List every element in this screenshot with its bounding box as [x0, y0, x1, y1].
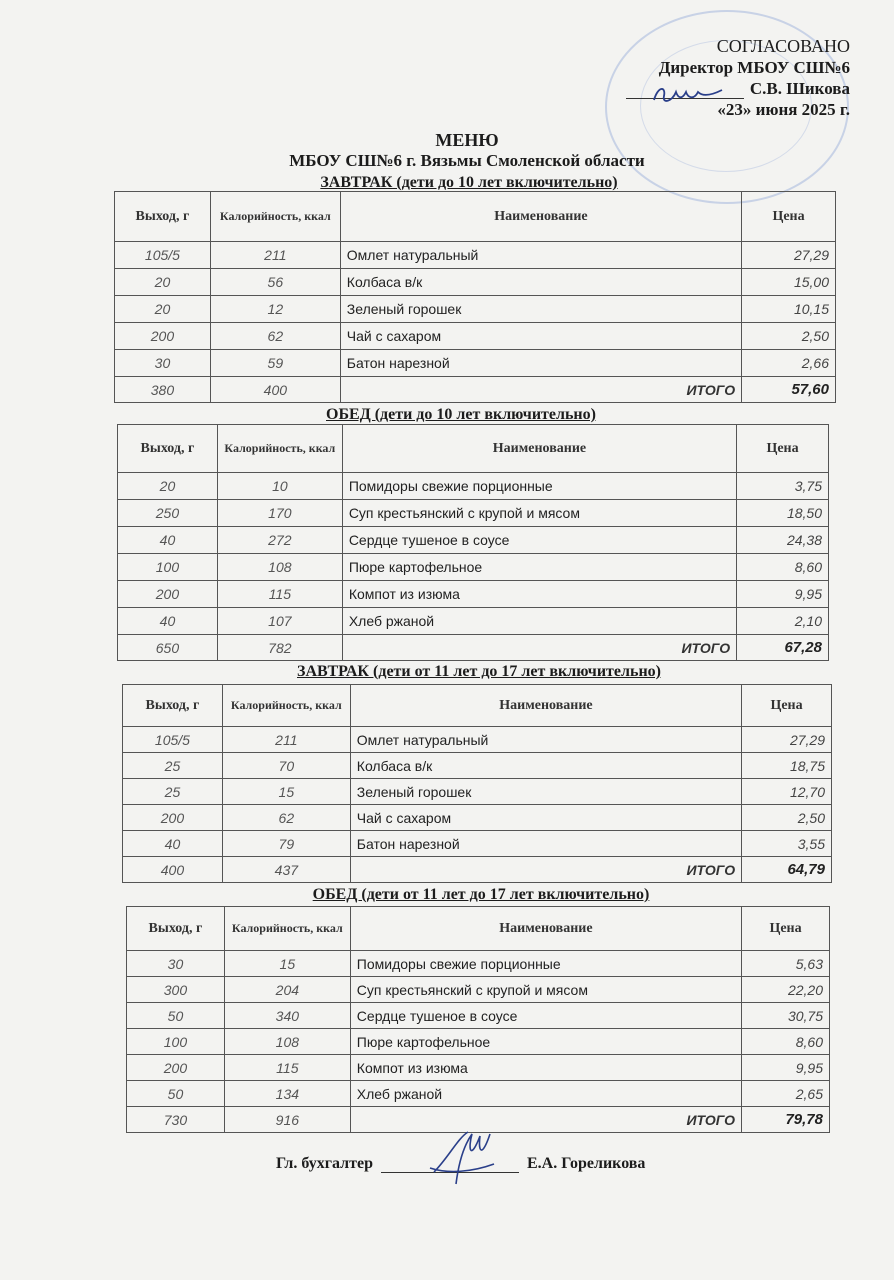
approval-position: Директор МБОУ СШ№6	[658, 58, 850, 77]
col-kcal-header: Калорийность, ккал	[217, 425, 342, 473]
cell-yield: 200	[115, 323, 211, 350]
cell-price: 22,20	[742, 977, 830, 1003]
cell-price: 3,75	[737, 473, 829, 500]
table-row	[123, 805, 832, 831]
table-row	[118, 527, 829, 554]
table-row	[123, 779, 832, 805]
approval-date: «23» июня 2025 г.	[717, 100, 850, 119]
cell-kcal: 107	[217, 608, 342, 635]
col-price-header: Цена	[742, 192, 836, 242]
col-yield-header: Выход, г	[118, 425, 218, 473]
total-kcal: 916	[224, 1107, 350, 1133]
total-yield: 380	[115, 377, 211, 403]
cell-name: Сердце тушеное в соусе	[342, 527, 736, 554]
table-row	[118, 554, 829, 581]
page-title: МЕНЮ	[435, 130, 499, 150]
cell-yield: 200	[118, 581, 218, 608]
table-row	[123, 727, 832, 753]
section-title-breakfast-under-10: ЗАВТРАК (дети до 10 лет включительно)	[320, 174, 618, 191]
cell-name: Батон нарезной	[350, 831, 741, 857]
cell-price: 27,29	[742, 727, 832, 753]
col-price-header: Цена	[742, 907, 830, 951]
total-label: ИТОГО	[342, 635, 736, 661]
cell-kcal: 59	[210, 350, 340, 377]
total-row	[115, 377, 836, 403]
menu-table-breakfast-under-10	[114, 191, 836, 403]
col-yield-header: Выход, г	[127, 907, 225, 951]
table-header-row	[118, 425, 829, 473]
cell-price: 8,60	[737, 554, 829, 581]
cell-price: 27,29	[742, 242, 836, 269]
cell-price: 9,95	[737, 581, 829, 608]
table-row	[123, 831, 832, 857]
table-row	[127, 1055, 830, 1081]
col-name-header: Наименование	[340, 192, 741, 242]
table-header-row	[127, 907, 830, 951]
cell-yield: 25	[123, 779, 223, 805]
cell-yield: 105/5	[123, 727, 223, 753]
director-signature-icon	[650, 82, 725, 108]
cell-name: Зеленый горошек	[350, 779, 741, 805]
total-yield: 730	[127, 1107, 225, 1133]
cell-kcal: 70	[222, 753, 350, 779]
cell-kcal: 10	[217, 473, 342, 500]
total-price: 57,60	[742, 377, 836, 403]
table-header-row	[115, 192, 836, 242]
table-row	[127, 1081, 830, 1107]
cell-kcal: 79	[222, 831, 350, 857]
col-kcal-header: Калорийность, ккал	[224, 907, 350, 951]
cell-name: Колбаса в/к	[350, 753, 741, 779]
cell-name: Пюре картофельное	[342, 554, 736, 581]
table-row	[115, 269, 836, 296]
cell-yield: 50	[127, 1081, 225, 1107]
table-row	[127, 1003, 830, 1029]
cell-price: 3,55	[742, 831, 832, 857]
cell-yield: 40	[118, 527, 218, 554]
cell-kcal: 134	[224, 1081, 350, 1107]
cell-price: 5,63	[742, 951, 830, 977]
cell-name: Помидоры свежие порционные	[342, 473, 736, 500]
cell-price: 18,75	[742, 753, 832, 779]
table-row	[123, 753, 832, 779]
cell-yield: 100	[118, 554, 218, 581]
cell-name: Хлеб ржаной	[342, 608, 736, 635]
cell-price: 18,50	[737, 500, 829, 527]
cell-name: Суп крестьянский с крупой и мясом	[342, 500, 736, 527]
footer-name: Е.А. Гореликова	[526, 1155, 646, 1172]
cell-name: Компот из изюма	[342, 581, 736, 608]
approval-director-name: С.В. Шикова	[749, 79, 850, 98]
cell-name: Компот из изюма	[350, 1055, 741, 1081]
cell-yield: 30	[127, 951, 225, 977]
cell-price: 12,70	[742, 779, 832, 805]
cell-name: Пюре картофельное	[350, 1029, 741, 1055]
cell-kcal: 15	[224, 951, 350, 977]
total-yield: 400	[123, 857, 223, 883]
cell-kcal: 62	[210, 323, 340, 350]
cell-price: 24,38	[737, 527, 829, 554]
table-row	[118, 473, 829, 500]
col-price-header: Цена	[737, 425, 829, 473]
total-label: ИТОГО	[350, 1107, 741, 1133]
cell-price: 8,60	[742, 1029, 830, 1055]
cell-yield: 20	[115, 269, 211, 296]
cell-price: 10,15	[742, 296, 836, 323]
cell-yield: 250	[118, 500, 218, 527]
section-title-lunch-11-17: ОБЕД (дети от 11 лет до 17 лет включительно)	[312, 886, 650, 903]
cell-kcal: 170	[217, 500, 342, 527]
section-title-breakfast-11-17: ЗАВТРАК (дети от 11 лет до 17 лет включительно)	[297, 663, 661, 680]
cell-yield: 200	[123, 805, 223, 831]
cell-yield: 105/5	[115, 242, 211, 269]
table-row	[118, 581, 829, 608]
col-name-header: Наименование	[350, 685, 741, 727]
cell-price: 15,00	[742, 269, 836, 296]
col-yield-header: Выход, г	[115, 192, 211, 242]
total-kcal: 437	[222, 857, 350, 883]
cell-kcal: 15	[222, 779, 350, 805]
cell-price: 9,95	[742, 1055, 830, 1081]
cell-yield: 100	[127, 1029, 225, 1055]
cell-kcal: 62	[222, 805, 350, 831]
total-row	[123, 857, 832, 883]
total-yield: 650	[118, 635, 218, 661]
cell-name: Чай с сахаром	[340, 323, 741, 350]
total-kcal: 400	[210, 377, 340, 403]
table-row	[118, 500, 829, 527]
menu-table-breakfast-11-17	[122, 684, 832, 883]
cell-kcal: 115	[217, 581, 342, 608]
cell-name: Колбаса в/к	[340, 269, 741, 296]
menu-table-lunch-under-10	[117, 424, 829, 661]
cell-kcal: 108	[217, 554, 342, 581]
table-row	[127, 1029, 830, 1055]
cell-kcal: 211	[222, 727, 350, 753]
table-row	[115, 323, 836, 350]
cell-kcal: 115	[224, 1055, 350, 1081]
cell-kcal: 108	[224, 1029, 350, 1055]
cell-price: 2,65	[742, 1081, 830, 1107]
cell-kcal: 204	[224, 977, 350, 1003]
total-price: 67,28	[737, 635, 829, 661]
cell-price: 2,10	[737, 608, 829, 635]
col-kcal-header: Калорийность, ккал	[222, 685, 350, 727]
total-label: ИТОГО	[340, 377, 741, 403]
cell-price: 2,50	[742, 805, 832, 831]
col-price-header: Цена	[742, 685, 832, 727]
cell-yield: 30	[115, 350, 211, 377]
cell-name: Хлеб ржаной	[350, 1081, 741, 1107]
cell-yield: 300	[127, 977, 225, 1003]
cell-name: Сердце тушеное в соусе	[350, 1003, 741, 1029]
cell-name: Чай с сахаром	[350, 805, 741, 831]
total-price: 79,78	[742, 1107, 830, 1133]
col-name-header: Наименование	[342, 425, 736, 473]
section-title-lunch-under-10: ОБЕД (дети до 10 лет включительно)	[326, 406, 596, 423]
total-row	[118, 635, 829, 661]
cell-name: Суп крестьянский с крупой и мясом	[350, 977, 741, 1003]
cell-yield: 20	[115, 296, 211, 323]
cell-yield: 40	[123, 831, 223, 857]
cell-kcal: 56	[210, 269, 340, 296]
col-yield-header: Выход, г	[123, 685, 223, 727]
footer-role: Гл. бухгалтер	[276, 1155, 373, 1172]
cell-name: Помидоры свежие порционные	[350, 951, 741, 977]
table-row	[115, 242, 836, 269]
table-header-row	[123, 685, 832, 727]
cell-name: Батон нарезной	[340, 350, 741, 377]
cell-kcal: 211	[210, 242, 340, 269]
cell-yield: 50	[127, 1003, 225, 1029]
cell-yield: 25	[123, 753, 223, 779]
cell-name: Омлет натуральный	[340, 242, 741, 269]
cell-name: Зеленый горошек	[340, 296, 741, 323]
table-row	[115, 296, 836, 323]
cell-price: 30,75	[742, 1003, 830, 1029]
table-row	[115, 350, 836, 377]
table-row	[127, 977, 830, 1003]
cell-kcal: 340	[224, 1003, 350, 1029]
table-row	[127, 951, 830, 977]
total-kcal: 782	[217, 635, 342, 661]
cell-yield: 20	[118, 473, 218, 500]
accountant-signature-icon	[428, 1128, 498, 1188]
school-name: МБОУ СШ№6 г. Вязьмы Смоленской области	[289, 151, 645, 170]
cell-kcal: 272	[217, 527, 342, 554]
approval-title: СОГЛАСОВАНО	[716, 36, 850, 56]
cell-price: 2,66	[742, 350, 836, 377]
cell-yield: 200	[127, 1055, 225, 1081]
cell-name: Омлет натуральный	[350, 727, 741, 753]
table-row	[118, 608, 829, 635]
menu-table-lunch-11-17	[126, 906, 830, 1133]
total-price: 64,79	[742, 857, 832, 883]
col-kcal-header: Калорийность, ккал	[210, 192, 340, 242]
cell-price: 2,50	[742, 323, 836, 350]
col-name-header: Наименование	[350, 907, 741, 951]
cell-yield: 40	[118, 608, 218, 635]
cell-kcal: 12	[210, 296, 340, 323]
total-label: ИТОГО	[350, 857, 741, 883]
